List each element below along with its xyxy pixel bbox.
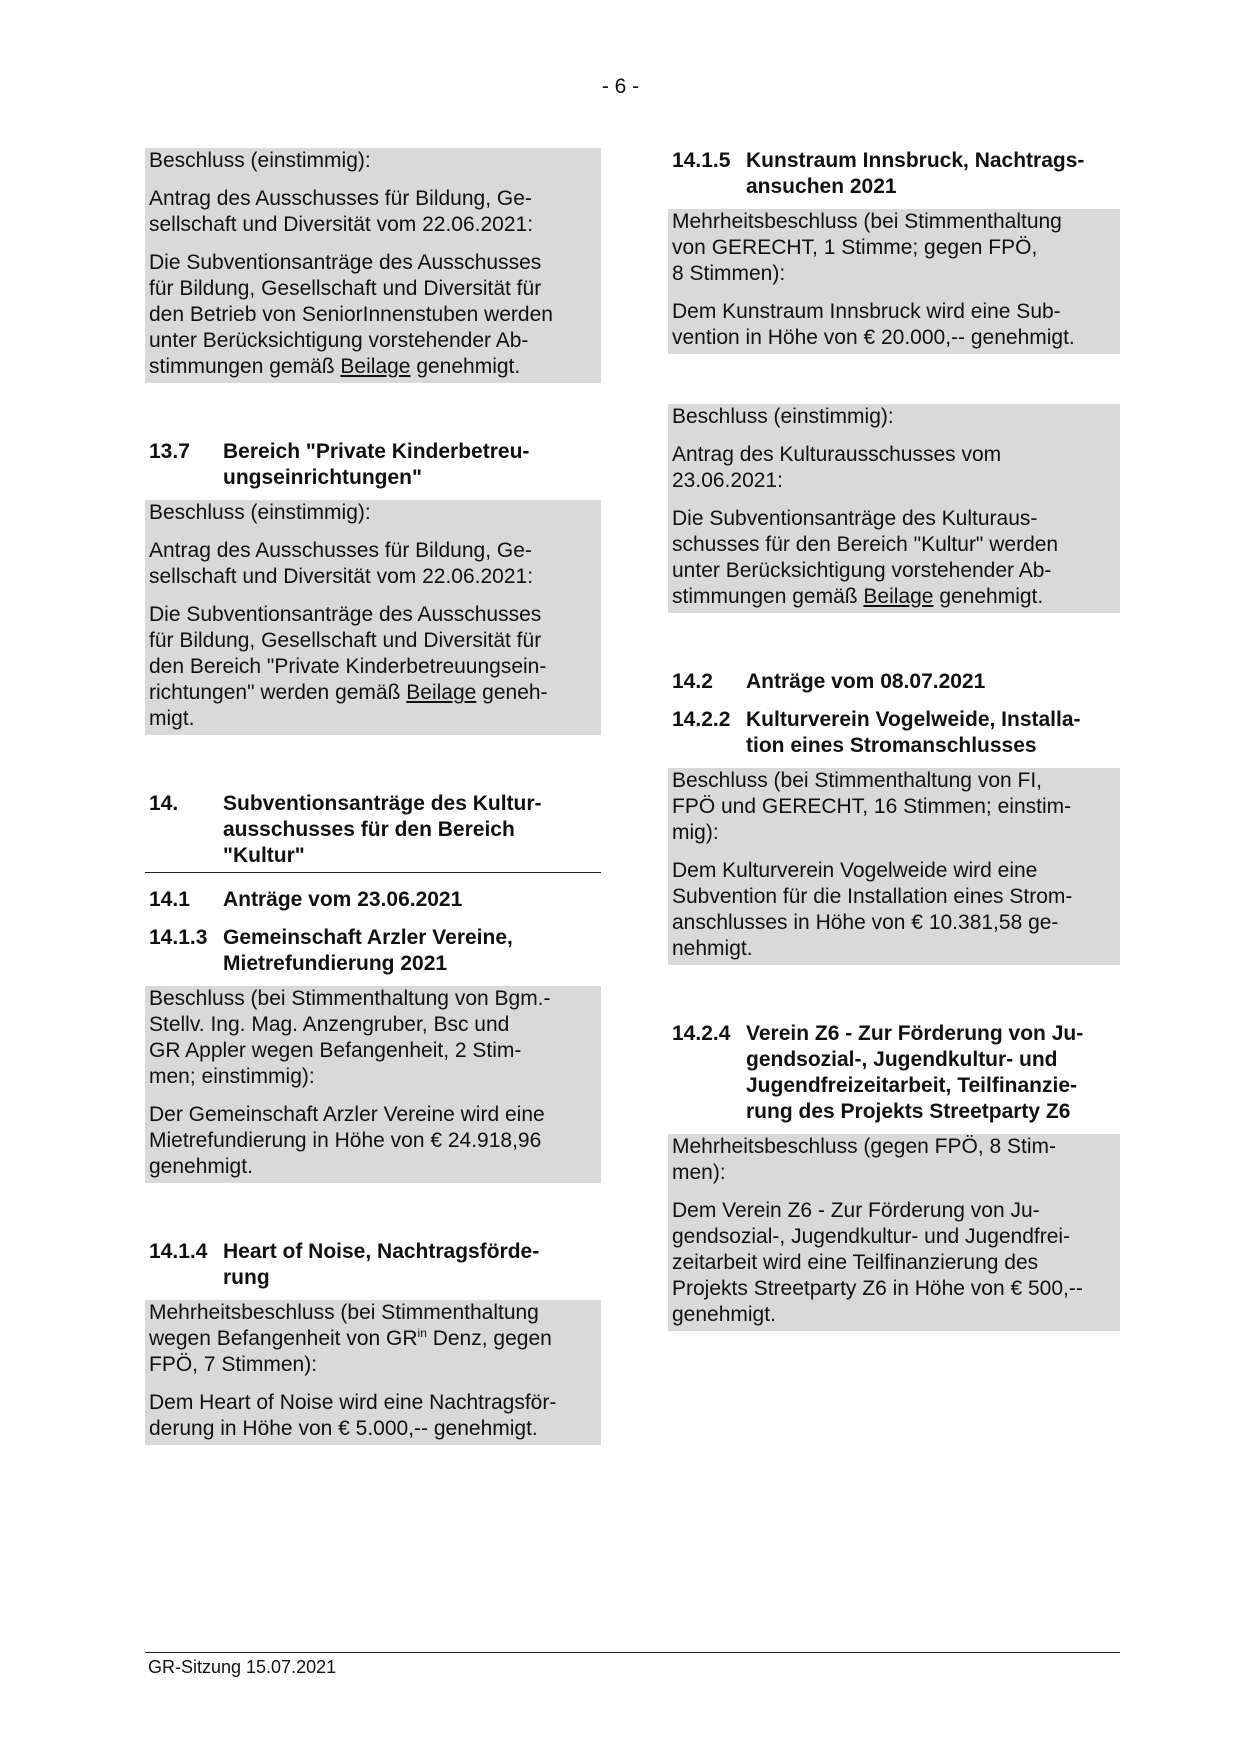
resolution-type-a: Mehrheitsbeschluss (bei Stimmenthaltung wegen Befangenheit von GR	[149, 1301, 539, 1350]
motion-text: Antrag des Ausschusses für Bildung, Ge- sellschaft und Diversität vom 22.06.2021:	[149, 539, 534, 588]
heading-number: 13.7	[149, 440, 190, 463]
resolution-type-b: Denz, gegen FPÖ, 7 Stimmen):	[149, 1327, 552, 1376]
beilage-link[interactable]: Beilage	[406, 681, 477, 704]
heading-text: Kunstraum Innsbruck, Nachtrags- ansuchen 2021	[746, 149, 1085, 198]
heading-text: Verein Z6 - Zur Förderung von Ju- gendsozial-, Jugendkultur- und Jugendfreizeitarbeit, Teilfinanzie- rung des Projekts Streetparty Z6	[746, 1022, 1084, 1123]
resolution-box-arzler-vereine	[145, 986, 601, 1183]
right-column	[668, 148, 1120, 1331]
resolution-type	[149, 1300, 597, 1378]
resolution-text	[672, 506, 1116, 610]
resolution-box-vogelweide	[668, 768, 1120, 965]
heading-14-2-2	[668, 707, 1120, 759]
resolution-text: Dem Heart of Noise wird eine Nachtragsför- derung in Höhe von € 5.000,-- genehmigt.	[149, 1391, 557, 1440]
heading-number: 14.2	[672, 670, 713, 693]
resolution-type: Beschluss (einstimmig):	[672, 405, 894, 428]
heading-text: Subventionsanträge des Kultur- ausschusses für den Bereich "Kultur"	[223, 792, 542, 867]
heading-14-1-5	[668, 148, 1120, 200]
footer-divider	[145, 1652, 1120, 1653]
page-number: - 6 -	[601, 75, 640, 98]
resolution-type: Beschluss (einstimmig):	[149, 501, 371, 524]
heading-number: 14.1.3	[149, 926, 208, 949]
heading-14-2	[668, 669, 1120, 695]
motion-text: Antrag des Ausschusses für Bildung, Ge- sellschaft und Diversität vom 22.06.2021:	[149, 187, 534, 236]
heading-number: 14.1.4	[149, 1240, 208, 1263]
resolution-text: Dem Kulturverein Vogelweide wird eine Subvention für die Installation eines Strom- anschlusses in Höhe von € 10.381,58 ge- nehmigt.	[672, 859, 1073, 960]
beilage-link[interactable]: Beilage	[340, 355, 411, 378]
heading-14-1	[145, 887, 601, 913]
resolution-type: Mehrheitsbeschluss (gegen FPÖ, 8 Stim- men):	[672, 1135, 1056, 1184]
heading-14-1-4	[145, 1239, 601, 1291]
resolution-box-kultur	[668, 404, 1120, 613]
heading-text: Anträge vom 08.07.2021	[746, 670, 986, 693]
resolution-box-kunstraum	[668, 209, 1120, 354]
resolution-type: Mehrheitsbeschluss (bei Stimmenthaltung von GERECHT, 1 Stimme; gegen FPÖ, 8 Stimmen):	[672, 210, 1062, 285]
heading-number: 14.1.5	[672, 149, 731, 172]
resolution-text	[149, 602, 597, 732]
resolution-text-a: Die Subventionsanträge des Ausschusses für Bildung, Gesellschaft und Diversität für den Bereich "Private Kinderbetreuungsein- richtungen" werden gemäß	[149, 603, 547, 704]
resolution-text: Dem Kunstraum Innsbruck wird eine Sub- vention in Höhe von € 20.000,-- genehmigt.	[672, 300, 1075, 349]
heading-14-2-4	[668, 1021, 1120, 1125]
heading-text: Kulturverein Vogelweide, Installa- tion eines Stromanschlusses	[746, 708, 1081, 757]
resolution-type: Beschluss (bei Stimmenthaltung von FI, FPÖ und GERECHT, 16 Stimmen; einstim- mig):	[672, 769, 1072, 844]
heading-number: 14.2.2	[672, 708, 731, 731]
footer-text: GR-Sitzung 15.07.2021	[148, 1657, 337, 1677]
resolution-box-verein-z6	[668, 1134, 1120, 1331]
heading-13-7	[145, 439, 601, 491]
heading-text: Anträge vom 23.06.2021	[223, 888, 463, 911]
beilage-link[interactable]: Beilage	[863, 585, 934, 608]
resolution-text-b: genehmigt.	[410, 355, 521, 378]
heading-number: 14.2.4	[672, 1022, 731, 1045]
resolution-box-kinderbetreuung	[145, 500, 601, 735]
heading-text: Heart of Noise, Nachtragsförde- rung	[223, 1240, 540, 1289]
gender-suffix: in	[417, 1326, 427, 1340]
resolution-text-a: Die Subventionsanträge des Kulturaus- schusses für den Bereich "Kultur" werden unter Berücksichtigung vorstehender Ab- stimmungen gemäß	[672, 507, 1059, 608]
left-column	[145, 148, 601, 1445]
heading-number: 14.1	[149, 888, 190, 911]
heading-text: Gemeinschaft Arzler Vereine, Mietrefundierung 2021	[223, 926, 513, 975]
heading-14	[145, 791, 601, 869]
motion-text: Antrag des Kulturausschusses vom 23.06.2021:	[672, 443, 1002, 492]
resolution-text-a: Die Subventionsanträge des Ausschusses für Bildung, Gesellschaft und Diversität für den Betrieb von SeniorInnenstuben werden unter Berücksichtigung vorstehender Ab- stimmungen gemäß	[149, 251, 553, 378]
resolution-text: Dem Verein Z6 - Zur Förderung von Ju- gendsozial-, Jugendkultur- und Jugendfrei- zeitarbeit wird eine Teilfinanzierung des Projekts Streetparty Z6 in Höhe von € 500,-- genehmigt.	[672, 1199, 1083, 1326]
heading-text: Bereich "Private Kinderbetreu- ungseinrichtungen"	[223, 440, 530, 489]
heading-14-1-3	[145, 925, 601, 977]
resolution-text-b: geneh- migt.	[149, 681, 548, 730]
resolution-type: Beschluss (bei Stimmenthaltung von Bgm.- Stellv. Ing. Mag. Anzengruber, Bsc und GR Appler wegen Befangenheit, 2 Stim- men; einstimmig):	[149, 987, 551, 1088]
resolution-text-b: genehmigt.	[933, 585, 1044, 608]
resolution-type: Beschluss (einstimmig):	[149, 149, 371, 172]
resolution-text	[149, 250, 597, 380]
resolution-box-heart-of-noise	[145, 1300, 601, 1445]
heading-number: 14.	[149, 792, 179, 815]
resolution-text: Der Gemeinschaft Arzler Vereine wird eine Mietrefundierung in Höhe von € 24.918,96 genehmigt.	[149, 1103, 545, 1178]
resolution-box-seniorinnenstuben	[145, 148, 601, 383]
